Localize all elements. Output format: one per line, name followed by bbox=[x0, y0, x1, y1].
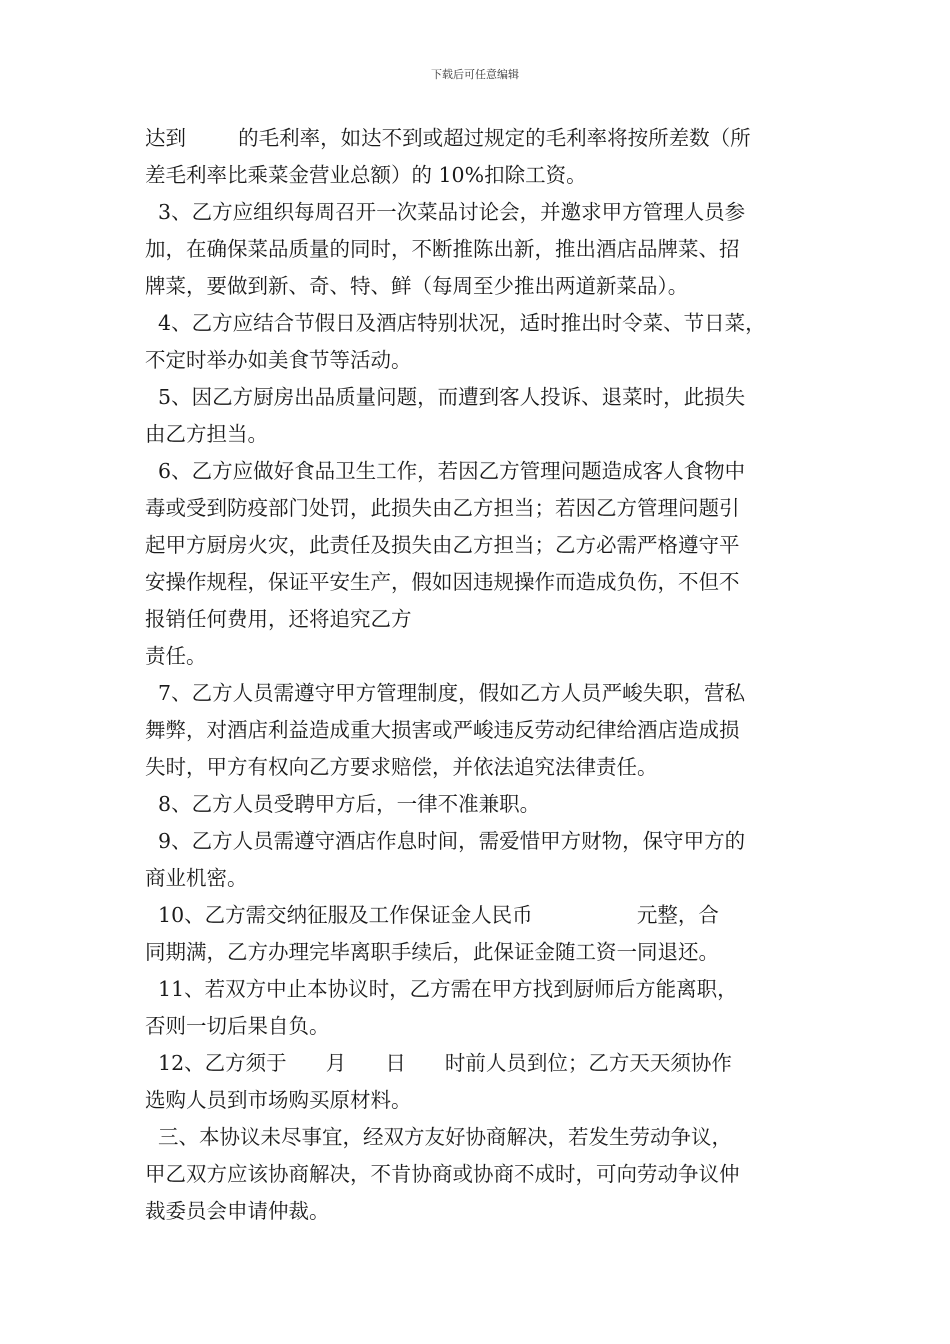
text-line: 毒或受到防疫部门处罚，此损失由乙方担当；若因乙方管理问题引 bbox=[145, 496, 740, 520]
text-line: 3、乙方应组织每周召开一次菜品讨论会，并邀求甲方管理人员参 bbox=[145, 200, 746, 224]
text-line: 12、乙方须于 月 日 时前人员到位；乙方天天须协作 bbox=[145, 1051, 732, 1075]
text-line: 由乙方担当。 bbox=[145, 422, 268, 446]
text-line: 4、乙方应结合节假日及酒店特别状况，适时推出时令菜、节日菜， bbox=[145, 311, 766, 335]
text-line: 10、乙方需交纳征服及工作保证金人民币 元整，合 bbox=[145, 903, 719, 927]
text-line: 7、乙方人员需遵守甲方管理制度，假如乙方人员严峻失职，营私 bbox=[145, 681, 746, 705]
text-line: 9、乙方人员需遵守酒店作息时间，需爱惜甲方财物，保守甲方的 bbox=[145, 829, 746, 853]
text-line: 差毛利率比乘菜金营业总额）的 10%扣除工资。 bbox=[145, 163, 587, 187]
text-line: 11、若双方中止本协议时，乙方需在甲方找到厨师后方能离职， bbox=[145, 977, 738, 1001]
text-line: 裁委员会申请仲裁。 bbox=[145, 1199, 330, 1223]
text-line: 安操作规程，保证平安生产，假如因违规操作而造成负伤，不但不 bbox=[145, 570, 740, 594]
text-line: 责任。 bbox=[145, 644, 207, 668]
text-line: 三、本协议未尽事宜，经双方友好协商解决，若发生劳动争议， bbox=[145, 1125, 733, 1149]
text-line: 选购人员到市场购买原材料。 bbox=[145, 1088, 412, 1112]
document-body bbox=[145, 120, 810, 1230]
text-line: 否则一切后果自负。 bbox=[145, 1014, 330, 1038]
text-line: 甲乙双方应该协商解决，不肯协商或协商不成时，可向劳动争议仲 bbox=[145, 1162, 740, 1186]
text-line: 舞弊，对酒店利益造成重大损害或严峻违反劳动纪律给酒店造成损 bbox=[145, 718, 740, 742]
text-line: 不定时举办如美食节等活动。 bbox=[145, 348, 412, 372]
text-line: 牌菜，要做到新、奇、特、鲜（每周至少推出两道新菜品）。 bbox=[145, 274, 689, 298]
text-line: 商业机密。 bbox=[145, 866, 248, 890]
page-header: 下载后可任意编辑 bbox=[431, 68, 519, 81]
text-line: 同期满，乙方办理完毕离职手续后，此保证金随工资一同退还。 bbox=[145, 940, 719, 964]
text-line: 失时，甲方有权向乙方要求赔偿，并依法追究法律责任。 bbox=[145, 755, 658, 779]
text-line: 5、因乙方厨房出品质量问题，而遭到客人投诉、退菜时，此损失 bbox=[145, 385, 746, 409]
text-line: 加，在确保菜品质量的同时，不断推陈出新，推出酒店品牌菜、招 bbox=[145, 237, 740, 261]
text-line: 8、乙方人员受聘甲方后，一律不准兼职。 bbox=[145, 792, 541, 816]
text-line: 6、乙方应做好食品卫生工作，若因乙方管理问题造成客人食物中 bbox=[145, 459, 746, 483]
text-line: 起甲方厨房火灾，此责任及损失由乙方担当；乙方必需严格遵守平 bbox=[145, 533, 740, 557]
text-line: 报销任何费用，还将追究乙方 bbox=[145, 607, 412, 631]
text-line: 达到 的毛利率，如达不到或超过规定的毛利率将按所差数（所 bbox=[145, 126, 751, 150]
